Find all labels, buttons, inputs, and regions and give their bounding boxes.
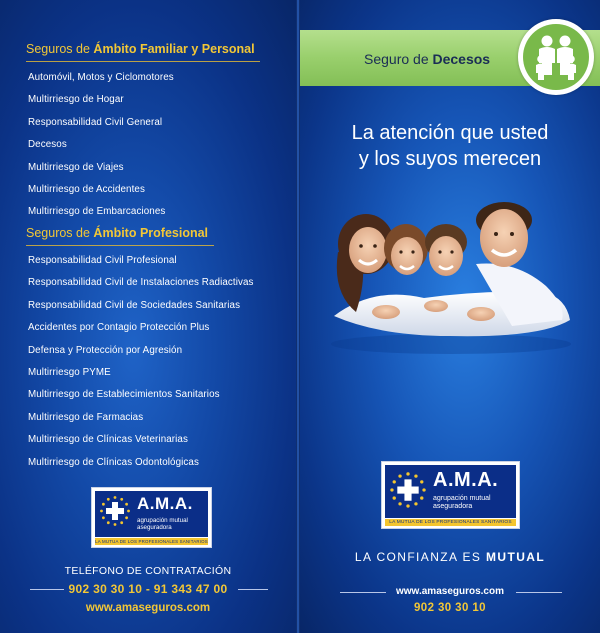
familiar-insurance-list <box>28 67 174 224</box>
insurance-item: Responsabilidad Civil Profesional <box>28 255 177 266</box>
insurance-item: Accidentes por Contagio Protección Plus <box>28 322 210 334</box>
insurance-item: Multirriesgo de Viajes <box>28 161 124 173</box>
phone-label: TELÉFONO DE CONTRATACIÓN <box>64 565 232 577</box>
insurance-item: Multirriesgo de Accidentes <box>28 183 145 195</box>
insurance-item: Automóvil, Motos y Ciclomotores <box>28 72 174 83</box>
insurance-item: Defensa y Protección por Agresión <box>28 344 183 356</box>
section-underline <box>26 245 214 246</box>
ama-logo <box>91 487 212 548</box>
ama-cross-emblem-icon <box>99 495 131 527</box>
insurance-item: Responsabilidad Civil de Sociedades Sanitarias <box>28 299 241 311</box>
tagline-bold: MUTUAL <box>486 550 546 564</box>
phone-number[interactable]: 902 30 30 10 <box>414 602 486 614</box>
section-title-bold: Ámbito Familiar y Personal <box>93 42 255 56</box>
tagline <box>300 550 600 564</box>
section-underline <box>26 61 260 62</box>
insurance-item: Multirriesgo de Embarcaciones <box>28 206 166 218</box>
ama-logo-strip: LA MUTUA DE LOS PROFESIONALES SANITARIOS <box>385 519 516 526</box>
insurance-item: Decesos <box>28 139 67 151</box>
insurance-item: Multirriesgo de Clínicas Veterinarias <box>28 434 188 446</box>
section-title-prefix: Seguros de <box>26 226 94 240</box>
ama-logo-subtitle: agrupación mutual <box>137 517 188 524</box>
website-link[interactable]: www.amaseguros.com <box>396 586 504 597</box>
family-badge <box>518 19 594 95</box>
insurance-item: Multirriesgo de Farmacias <box>28 411 144 423</box>
insurance-item: Responsabilidad Civil de Instalaciones Radiactivas <box>28 277 254 289</box>
tagline-prefix: LA CONFIANZA ES <box>354 550 487 564</box>
right-panel <box>300 0 600 633</box>
section-title-bold: Ámbito Profesional <box>93 226 209 240</box>
insurance-item: Responsabilidad Civil General <box>28 116 163 128</box>
ama-logo-subtitle: aseguradora <box>137 524 172 531</box>
section-title-familiar <box>26 42 255 56</box>
insurance-item: Multirriesgo de Establecimientos Sanitarios <box>28 389 220 401</box>
left-panel <box>0 0 296 633</box>
headline-line: La atención que usted <box>351 122 549 144</box>
section-title-prefix: Seguros de <box>26 42 94 56</box>
ama-logo <box>381 461 520 529</box>
family-photo <box>326 194 576 354</box>
ama-logo-body <box>95 491 208 537</box>
product-title <box>364 51 490 67</box>
ama-cross-emblem-icon <box>389 471 427 509</box>
family-icon <box>523 24 589 90</box>
ama-logo-subtitle: agrupación mutual <box>433 495 491 502</box>
ama-logo-name: A.M.A. <box>433 469 499 491</box>
product-title-prefix: Seguro de <box>364 51 433 67</box>
product-title-bold: Decesos <box>432 51 491 67</box>
section-title-profesional <box>26 226 208 240</box>
insurance-item: Multirriesgo de Clínicas Odontológicas <box>28 456 199 468</box>
insurance-item: Multirriesgo PYME <box>28 366 111 378</box>
insurance-item: Multirriesgo de Hogar <box>28 94 124 106</box>
ama-logo-subtitle: aseguradora <box>433 503 473 510</box>
ama-logo-name: A.M.A. <box>137 494 193 513</box>
profesional-insurance-list <box>28 250 254 474</box>
headline-line: y los suyos merecen <box>358 148 542 170</box>
phone-number[interactable]: 902 30 30 10 - 91 343 47 00 <box>68 582 228 596</box>
ama-logo-body <box>385 465 516 518</box>
ama-logo-strip: LA MUTUA DE LOS PROFESIONALES SANITARIOS <box>95 539 208 544</box>
website-link[interactable]: www.amaseguros.com <box>85 602 211 614</box>
